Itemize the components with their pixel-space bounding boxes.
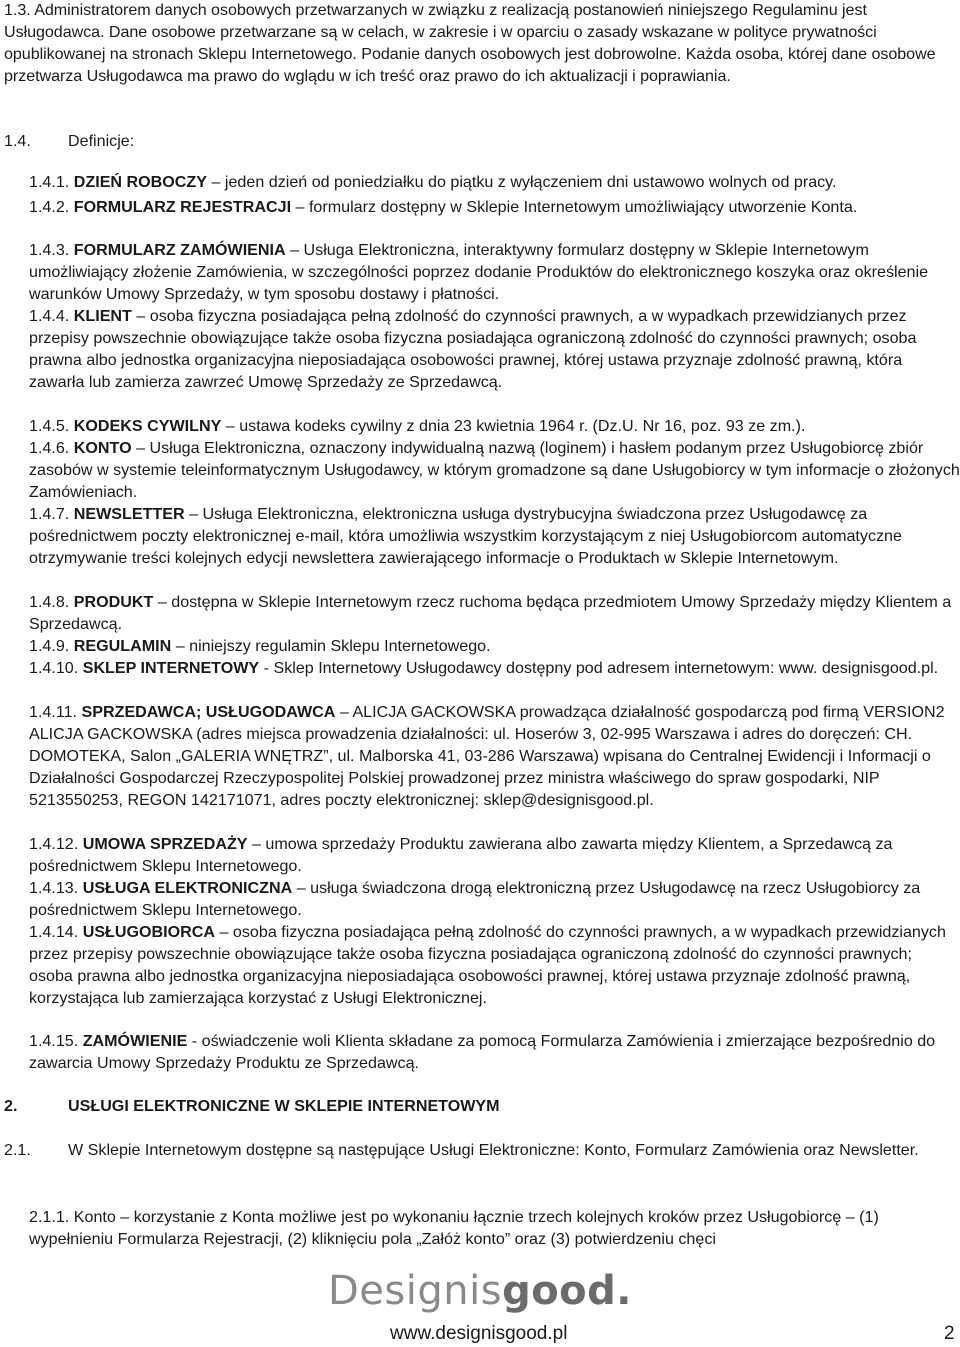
definition-item [29,878,960,922]
definitions-heading [4,131,134,153]
definition-item [29,834,960,878]
definition-number: 1.4.9. [29,637,70,655]
definition-item [29,658,960,680]
definition-number: 1.4.2. [29,198,70,216]
definition-item [29,592,960,636]
footer-website-url: www.designisgood.pl [390,1323,568,1344]
definition-number: 1.4.5. [29,417,70,435]
definition-term: FORMULARZ REJESTRACJI [73,198,292,216]
paragraph-2-1-1-number: 2.1.1. [29,1208,70,1226]
definition-term: REGULAMIN [73,637,172,655]
definition-item [29,1031,960,1075]
definition-term: ZAMÓWIENIE [82,1032,188,1050]
intro-number: 1.3. [4,1,31,19]
section-2-title: USŁUGI ELEKTRONICZNE W SKLEPIE INTERNETOWYM [68,1097,500,1115]
definition-item [29,504,960,570]
definition-number: 1.4.6. [29,439,70,457]
definition-term: SKLEP INTERNETOWY [82,659,260,677]
designisgood-logo [0,1267,960,1315]
definition-term: PRODUKT [73,593,154,611]
definition-number: 1.4.11. [29,703,78,721]
definition-term: UMOWA SPRZEDAŻY [82,835,248,853]
definition-number: 1.4.3. [29,241,70,259]
definition-number: 1.4.14. [29,923,79,941]
definition-text: – niniejszy regulamin Sklepu Internetowego. [171,637,491,655]
definition-item [29,240,960,306]
definition-number: 1.4.10. [29,659,79,677]
definition-item [29,197,960,219]
page-number: 2 [944,1323,955,1344]
definition-number: 1.4.12. [29,835,79,853]
paragraph-2-1-text: W Sklepie Internetowym dostępne są następujące Usługi Elektroniczne: Konto, Formularz Zamówienia oraz Newsletter. [68,1141,919,1159]
paragraph-2-1 [4,1140,960,1162]
intro-paragraph [4,0,960,88]
definition-number: 1.4.13. [29,879,79,897]
definition-term: SPRZEDAWCA; USŁUGODAWCA [81,703,336,721]
definition-term: NEWSLETTER [73,505,185,523]
definition-item [29,172,960,194]
definition-term: KODEKS CYWILNY [73,417,222,435]
definition-item [29,416,960,438]
definitions-number: 1.4. [4,132,31,150]
definition-text: – dostępna w Sklepie Internetowym rzecz ruchoma będąca przedmiotem Umowy Sprzedaży między Klientem a Sprzedawcą. [29,593,952,633]
definition-term: USŁUGA ELEKTRONICZNA [82,879,293,897]
paragraph-2-1-1 [29,1207,960,1251]
definition-item [29,702,960,812]
definition-term: DZIEŃ ROBOCZY [73,173,207,191]
definition-term: KONTO [73,439,132,457]
definition-text: – Usługa Elektroniczna, interaktywny formularz dostępny w Sklepie Internetowym umożliwiający złożenie Zamówienia, w szczególności poprzez dodanie Produktów do elektronicznego koszyka oraz określenie warunków Umowy Sprzedaży, w tym sposobu dostawy i płatności. [29,241,929,303]
definition-item [29,306,960,394]
definition-text: – formularz dostępny w Sklepie Internetowym umożliwiający utworzenie Konta. [291,198,858,216]
section-2-heading [4,1096,500,1118]
intro-text: Administratorem danych osobowych przetwarzanych w związku z realizacją postanowień niniejszego Regulaminu jest Usługodawca. Dane osobowe przetwarzane są w celach, w zakresie i w oparciu o zasady wskazane w polityce prywatności opublikowanej na stronach Sklepu Internetowego. Podanie danych osobowych jest dobrowolne. Każda osoba, której dane osobowe przetwarza Usługodawca ma prawo do wglądu w ich treść oraz prawo do ich aktualizacji i poprawiania. [4,1,936,85]
definition-text: - oświadczenie woli Klienta składane za pomocą Formularza Zamówienia i zmierzające bezpośrednio do zawarcia Umowy Sprzedaży Produktu ze Sprzedawcą. [29,1032,936,1072]
definition-term: KLIENT [73,307,132,325]
definition-number: 1.4.8. [29,593,70,611]
definition-text: – jeden dzień od poniedziałku do piątku z wyłączeniem dni ustawowo wolnych od pracy. [207,173,837,191]
definition-item [29,636,960,658]
logo-part-1: Designis [328,1268,503,1314]
definition-text: – ALICJA GACKOWSKA prowadząca działalność gospodarczą pod firmą VERSION2 ALICJA GACKOWSKA (adres miejsca prowadzenia działalności: ul. Hoserów 3, 02-995 Warszawa i adres do doręczeń: CH. DOMOTEKA, Salon „GALERIA WNĘTRZ”, ul. Malborska 41, 03-286 Warszawa) wpisana do Centralnej Ewidencji i Informacji o Działalności Gospodarczej Rzeczypospolitej Polskiej prowadzonej przez ministra właściwego do spraw gospodarki, NIP 5213550253, REGON 142171071, adres poczty elektronicznej: sklep@designisgood.pl. [29,703,945,809]
definition-item [29,438,960,504]
definitions-label: Definicje: [68,132,135,150]
paragraph-2-1-1-text: Konto – korzystanie z Konta możliwe jest po wykonaniu łącznie trzech kolejnych kroków przez Usługobiorcę – (1) wypełnieniu Formularza Rejestracji, (2) kliknięciu pola „Załóż konto” oraz (3) potwierdzeniu chęci [29,1208,879,1248]
definition-item [29,922,960,1010]
definition-text: – osoba fizyczna posiadająca pełną zdolność do czynności prawnych, a w wypadkach przewidzianych przez przepisy powszechnie obowiązujące także osoba fizyczna posiadająca ograniczoną zdolność do czynności prawnych; osoba prawna albo jednostka organizacyjna nieposiadająca osobowości prawnej, której ustawa przyznaje zdolność prawną, korzystająca lub zamierzająca korzystać z Usługi Elektronicznej. [29,923,946,1007]
definition-text: – osoba fizyczna posiadająca pełną zdolność do czynności prawnych, a w wypadkach przewidzianych przez przepisy powszechnie obowiązujące także osoba fizyczna posiadająca ograniczoną zdolność do czynności prawnych; osoba prawna albo jednostka organizacyjna nieposiadająca osobowości prawnej, której ustawa przyznaje zdolność prawną, która zawarła lub zamierza zawrzeć Umowę Sprzedaży ze Sprzedawcą. [29,307,917,391]
section-2-number: 2. [4,1097,18,1115]
definition-text: – Usługa Elektroniczna, oznaczony indywidualną nazwą (loginem) i hasłem podanym przez Usługobiorcę zbiór zasobów w systemie teleinformatycznym Usługodawcy, w którym gromadzone są dane Usługobiorcy w tym informacje o złożonych Zamówieniach. [29,439,960,501]
paragraph-2-1-number: 2.1. [4,1141,31,1159]
definition-text: - Sklep Internetowy Usługodawcy dostępny pod adresem internetowym: www. designisgood.pl. [259,659,939,677]
definition-term: USŁUGOBIORCA [82,923,216,941]
definition-term: FORMULARZ ZAMÓWIENIA [73,241,286,259]
definition-text: – umowa sprzedaży Produktu zawierana albo zawarta między Klientem, a Sprzedawcą za pośrednictwem Sklepu Internetowego. [29,835,893,875]
definition-text: – Usługa Elektroniczna, elektroniczna usługa dystrybucyjna świadczona przez Usługodawcę za pośrednictwem poczty elektronicznej e-mail, która umożliwia wszystkim korzystającym z niej Usługobiorcom automatyczne otrzymywanie treści kolejnych edycji newslettera zawierającego informacje o Produktach w Sklepie Internetowym. [29,505,902,567]
definition-number: 1.4.1. [29,173,70,191]
logo-part-2: good. [502,1268,632,1314]
definition-text: – usługa świadczona drogą elektroniczną przez Usługodawcę na rzecz Usługobiorcy za pośrednictwem Sklepu Internetowego. [29,879,921,919]
definition-number: 1.4.4. [29,307,70,325]
definition-number: 1.4.7. [29,505,70,523]
definition-text: – ustawa kodeks cywilny z dnia 23 kwietnia 1964 r. (Dz.U. Nr 16, poz. 93 ze zm.). [221,417,806,435]
definition-number: 1.4.15. [29,1032,79,1050]
